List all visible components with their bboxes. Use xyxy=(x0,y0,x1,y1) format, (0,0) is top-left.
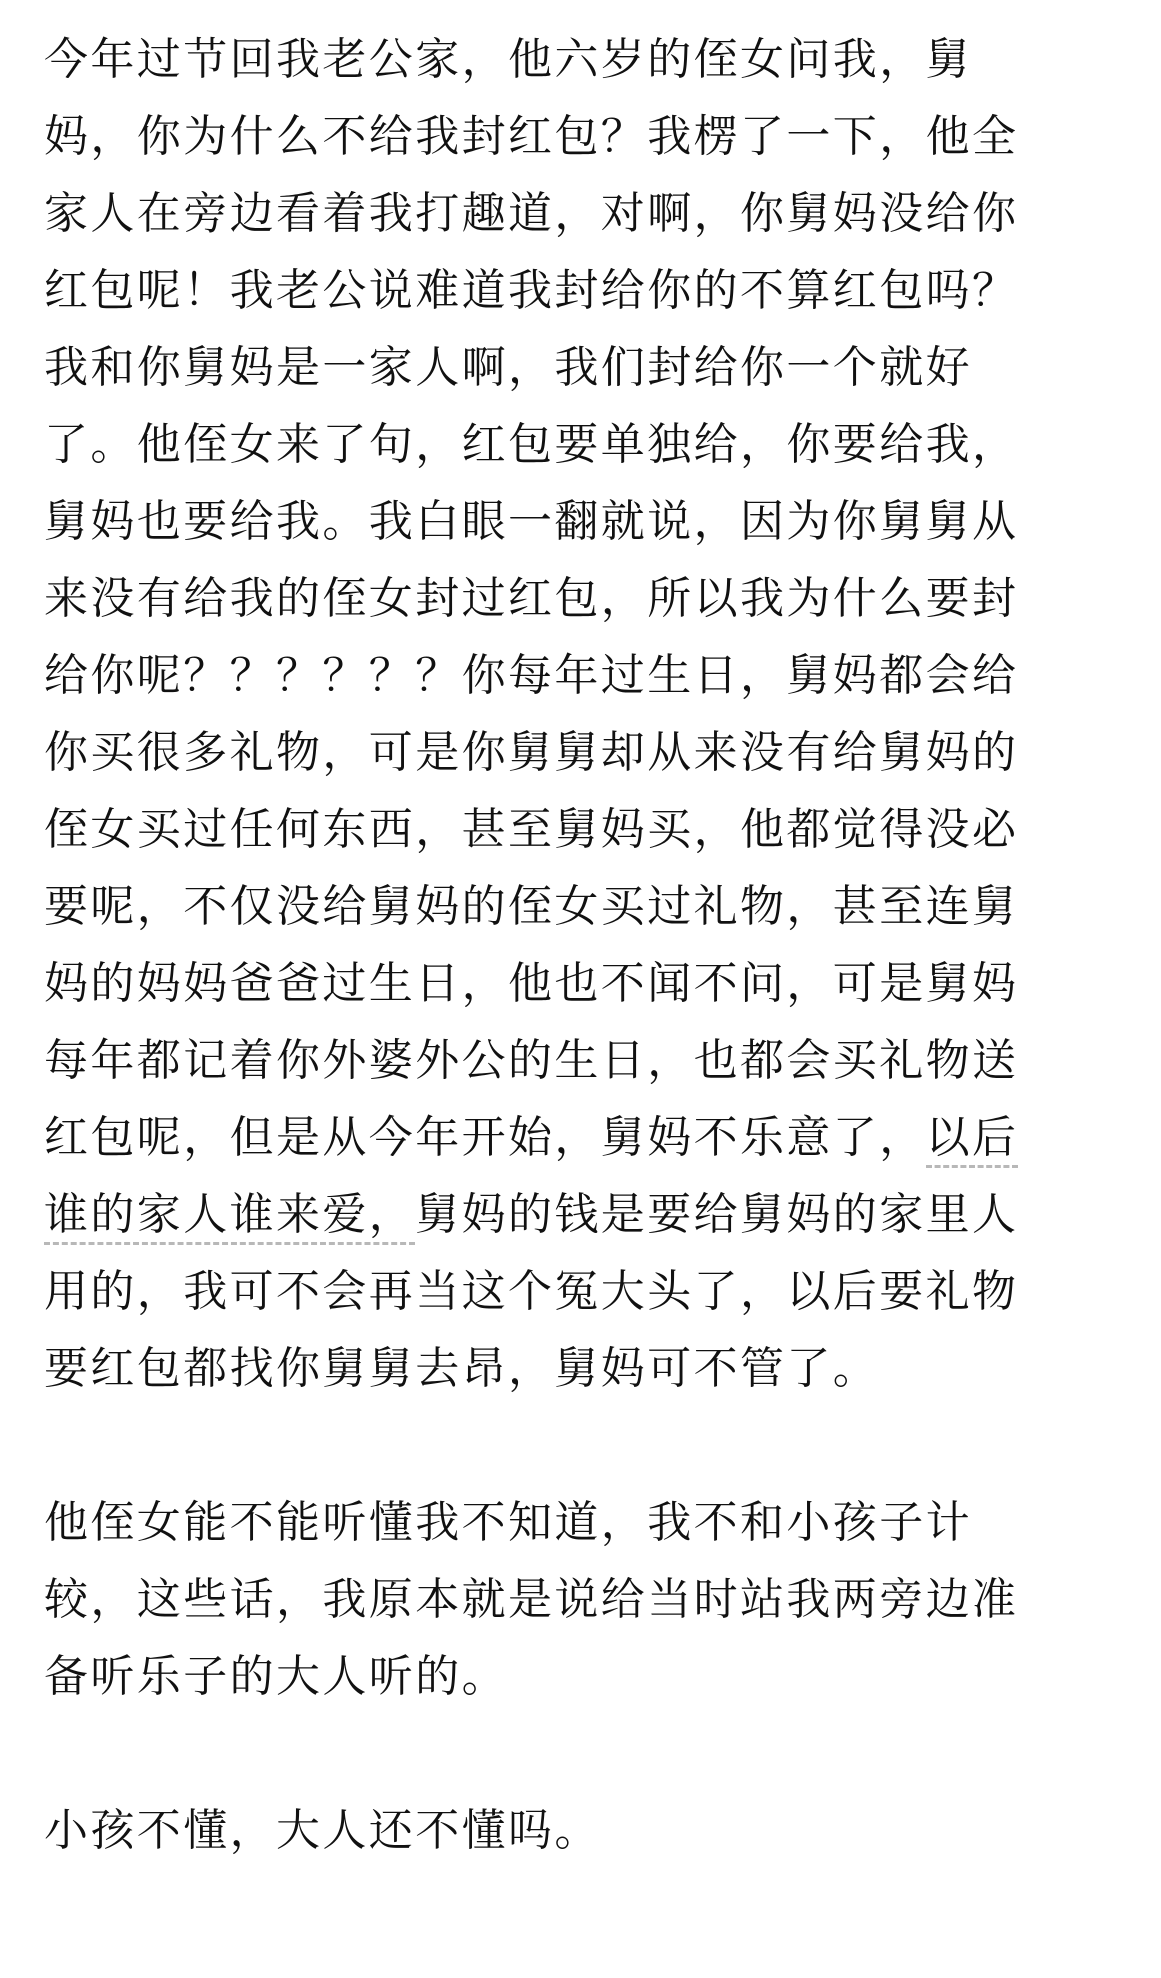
text-line: 舅妈也要给我。我白眼一翻就说，因为你舅舅从 xyxy=(44,496,1019,547)
paragraph-gap xyxy=(44,1407,1119,1484)
text-line: 你买很多礼物，可是你舅舅却从来没有给舅妈的 xyxy=(44,727,1019,778)
highlighted-text[interactable]: 谁的家人谁来爱， xyxy=(44,1189,415,1245)
text-line: 了。他侄女来了句，红包要单独给，你要给我， xyxy=(44,419,1019,470)
paragraph-gap xyxy=(44,1715,1119,1792)
text-line xyxy=(44,1176,1119,1253)
text-line: 每年都记着你外婆外公的生日，也都会买礼物送 xyxy=(44,1035,1019,1086)
text-line: 我和你舅妈是一家人啊，我们封给你一个就好 xyxy=(44,342,972,393)
highlighted-text[interactable]: 以后 xyxy=(926,1112,1019,1168)
text-line: 他侄女能不能听懂我不知道，我不和小孩子计 xyxy=(44,1497,972,1548)
text-line: 要红包都找你舅舅去昂，舅妈可不管了。 xyxy=(44,1343,880,1394)
text-line: 要呢，不仅没给舅妈的侄女买过礼物，甚至连舅 xyxy=(44,881,1019,932)
text-line: 侄女买过任何东西，甚至舅妈买，他都觉得没必 xyxy=(44,804,1019,855)
text-line: 红包呢！我老公说难道我封给你的不算红包吗？ xyxy=(44,265,1019,316)
text-segment: 舅妈的钱是要给舅妈的家里人 xyxy=(415,1189,1019,1240)
text-line: 妈，你为什么不给我封红包？我楞了一下，他全 xyxy=(44,111,1019,162)
text-line: 给你呢？？？？？？你每年过生日，舅妈都会给 xyxy=(44,650,1019,701)
text-line: 用的，我可不会再当这个冤大头了，以后要礼物 xyxy=(44,1266,1019,1317)
text-line xyxy=(44,1099,1119,1176)
text-line: 备听乐子的大人听的。 xyxy=(44,1651,508,1702)
text-line: 来没有给我的侄女封过红包，所以我为什么要封 xyxy=(44,573,1019,624)
text-line: 家人在旁边看着我打趣道，对啊，你舅妈没给你 xyxy=(44,188,1019,239)
text-line: 妈的妈妈爸爸过生日，他也不闻不问，可是舅妈 xyxy=(44,958,1019,1009)
text-segment: 红包呢，但是从今年开始，舅妈不乐意了， xyxy=(44,1112,926,1163)
text-line: 今年过节回我老公家，他六岁的侄女问我，舅 xyxy=(44,34,972,85)
text-line: 较，这些话，我原本就是说给当时站我两旁边准 xyxy=(44,1574,1019,1625)
text-line: 小孩不懂，大人还不懂吗。 xyxy=(44,1805,601,1856)
